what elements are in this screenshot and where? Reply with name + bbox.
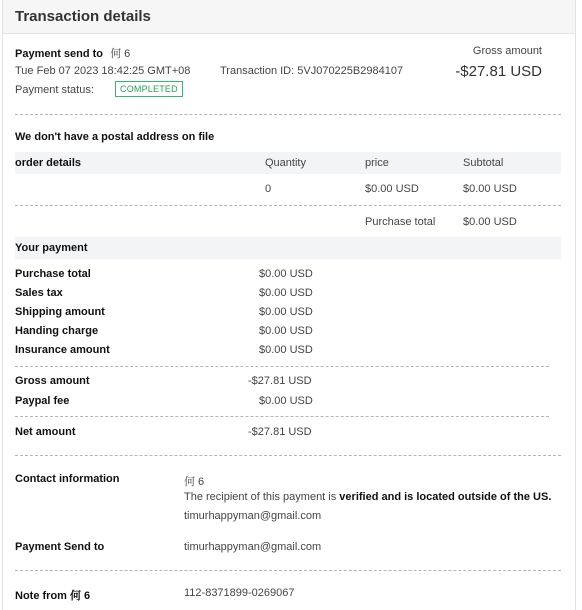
status-badge: COMPLETED — [115, 81, 183, 97]
divider — [15, 455, 561, 456]
note-from-value: 112-8371899-0269067 — [184, 587, 295, 599]
contact-information-label: Contact information — [15, 473, 120, 485]
verification-note-prefix: The recipient of this payment is — [184, 491, 340, 503]
page-title: Transaction details — [15, 8, 151, 25]
divider — [15, 570, 561, 571]
net-amount-value: -$27.81 USD — [248, 426, 312, 438]
transaction-id-value: 5VJ070225B2984107 — [297, 65, 404, 77]
your-payment-title: Your payment — [15, 242, 88, 254]
payment-item-label: Handing charge — [15, 325, 99, 337]
divider — [15, 366, 549, 367]
payment-send-to-label: Payment send to — [15, 48, 104, 60]
subtotal-header: Subtotal — [463, 157, 504, 169]
payment-item-value: $0.00 USD — [259, 268, 313, 280]
order-price: $0.00 USD — [365, 183, 419, 195]
purchase-total-value: $0.00 USD — [463, 216, 517, 228]
your-payment-header — [15, 237, 561, 259]
contact-name: 何 6 — [184, 476, 205, 488]
recipient-name: 何 6 — [110, 48, 131, 60]
postal-address-notice: We don't have a postal address on file — [15, 131, 215, 143]
divider — [15, 205, 561, 206]
transaction-details-panel — [2, 0, 576, 610]
payment-send-to-line — [15, 45, 130, 61]
transaction-id-line — [220, 65, 403, 77]
payment-item-value: $0.00 USD — [259, 306, 313, 318]
verification-note — [184, 491, 551, 503]
purchase-total-label: Purchase total — [365, 216, 436, 228]
payment-item-label: Purchase total — [15, 268, 91, 280]
transaction-id-label: Transaction ID: — [220, 65, 295, 77]
transaction-datetime: Tue Feb 07 2023 18:42:25 GMT+08 — [15, 65, 191, 77]
order-subtotal: $0.00 USD — [463, 183, 517, 195]
order-quantity: 0 — [265, 183, 272, 195]
payment-send-to-email[interactable]: timurhappyman@gmail.com — [184, 541, 322, 553]
net-amount-label: Net amount — [15, 426, 76, 438]
payment-item-value: $0.00 USD — [259, 325, 313, 337]
order-details-header: order details — [15, 157, 82, 169]
verification-note-bold: verified and is located outside of the US. — [339, 491, 552, 503]
payment-item-label: Insurance amount — [15, 344, 110, 356]
gross-amount-row-label: Gross amount — [15, 375, 90, 387]
payment-item-value: $0.00 USD — [259, 287, 313, 299]
gross-amount-row-value: -$27.81 USD — [248, 375, 312, 387]
divider — [15, 416, 549, 417]
payment-item-label: Sales tax — [15, 287, 63, 299]
paypal-fee-label: Paypal fee — [15, 395, 70, 407]
payment-item-label: Shipping amount — [15, 306, 105, 318]
divider — [15, 114, 561, 115]
note-from-label: Note from 何 6 — [15, 590, 91, 602]
payment-item-value: $0.00 USD — [259, 344, 313, 356]
paypal-fee-value: $0.00 USD — [259, 395, 313, 407]
gross-amount-label: Gross amount — [472, 45, 542, 57]
quantity-header: Quantity — [265, 157, 306, 169]
gross-amount-value: -$27.81 USD — [455, 63, 542, 80]
price-header: price — [365, 157, 389, 169]
panel-header — [3, 0, 575, 34]
payment-send-to-label-2: Payment Send to — [15, 541, 105, 553]
payment-status-label: Payment status: — [15, 84, 94, 96]
contact-email[interactable]: timurhappyman@gmail.com — [184, 510, 322, 522]
